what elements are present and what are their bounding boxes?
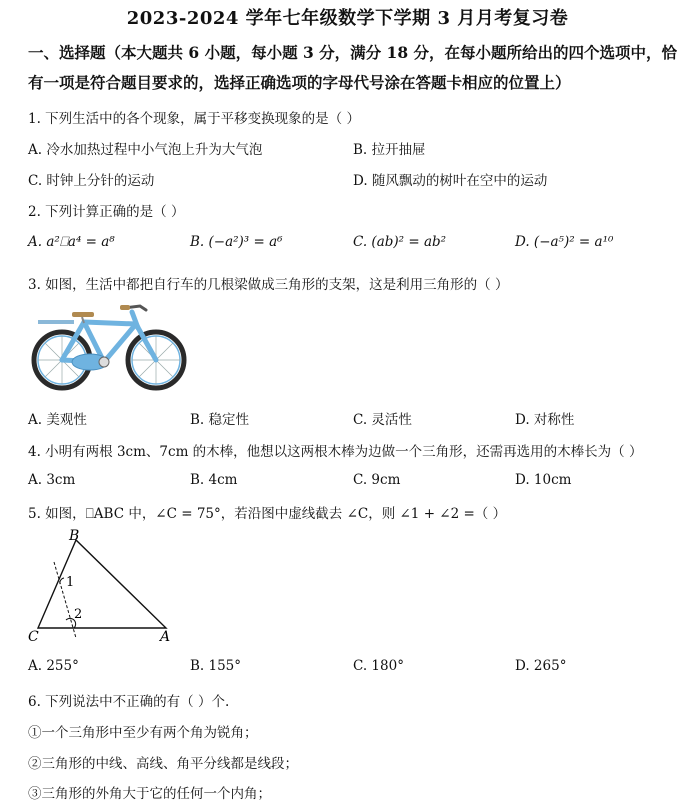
question-5-option-b: B. 155° <box>190 658 242 674</box>
question-2-option-c: C. (ab)² = ab² <box>353 234 447 250</box>
question-5-option-c: C. 180° <box>353 658 404 674</box>
question-4-option-c: C. 9cm <box>353 472 401 488</box>
question-2-option-d: D. (−a⁵)² = a¹⁰ <box>515 234 614 250</box>
vertex-c-label: C <box>28 629 39 645</box>
question-6-statement-2: ②三角形的中线、高线、角平分线都是线段； <box>28 756 298 772</box>
question-1-option-d: D. 随风飘动的树叶在空中的运动 <box>353 173 548 189</box>
question-3-option-b: B. 稳定性 <box>190 412 250 428</box>
question-3-option-a: A. 美观性 <box>28 412 87 428</box>
question-3-stem: 3. 如图，生活中都把自行车的几根梁做成三角形的支架，这是利用三角形的（ ） <box>28 277 509 293</box>
question-4-option-d: D. 10cm <box>515 472 572 488</box>
question-4-option-b: B. 4cm <box>190 472 238 488</box>
question-1-stem: 1. 下列生活中的各个现象，属于平移变换现象的是（ ） <box>28 111 360 127</box>
angle-2-label: 2 <box>74 607 83 622</box>
question-4-option-a: A. 3cm <box>28 472 76 488</box>
question-3-option-d: D. 对称性 <box>515 412 575 428</box>
section-heading: 一、选择题（本大题共 6 小题，每小题 3 分，满分 18 分，在每小题所给出的四个选项中，恰有一项是符合题目要求的，选择正确选项的字母代号涂在答题卡相应的位置上） <box>28 43 678 92</box>
bicycle-illustration <box>28 296 188 396</box>
question-1-option-b: B. 拉开抽屉 <box>353 142 426 158</box>
question-4-stem: 4. 小明有两根 3cm、7cm 的木棒，他想以这两根木棒为边做一个三角形，还需再选用的木棒长为（ ） <box>28 444 643 460</box>
question-2-stem: 2. 下列计算正确的是（ ） <box>28 204 185 220</box>
question-5-option-a: A. 255° <box>28 658 79 674</box>
triangle-figure <box>26 526 186 650</box>
vertex-b-label: B <box>69 528 80 544</box>
question-6-statement-3: ③三角形的外角大于它的任何一个内角； <box>28 786 271 802</box>
question-1-option-a: A. 冷水加热过程中小气泡上升为大气泡 <box>28 142 263 158</box>
question-5-option-d: D. 265° <box>515 658 567 674</box>
question-2-option-b: B. (−a²)³ = a⁶ <box>190 234 283 250</box>
question-6-statement-1: ①一个三角形中至少有两个角为锐角； <box>28 725 258 741</box>
page-title: 2023-2024 学年七年级数学下学期 3 月月考复习卷 <box>126 8 569 29</box>
question-6-stem: 6. 下列说法中不正确的有（ ）个. <box>28 694 230 710</box>
vertex-a-label: A <box>160 629 171 645</box>
question-2-option-a: A. a²⎕a⁴ = a⁸ <box>28 234 115 250</box>
question-5-stem: 5. 如图，⎕ABC 中，∠C = 75°，若沿图中虚线截去 ∠C，则 ∠1 + ∠2 =（ ） <box>28 506 507 522</box>
question-1-option-c: C. 时钟上分针的运动 <box>28 173 155 189</box>
question-3-option-c: C. 灵活性 <box>353 412 412 428</box>
angle-1-label: 1 <box>66 575 75 590</box>
